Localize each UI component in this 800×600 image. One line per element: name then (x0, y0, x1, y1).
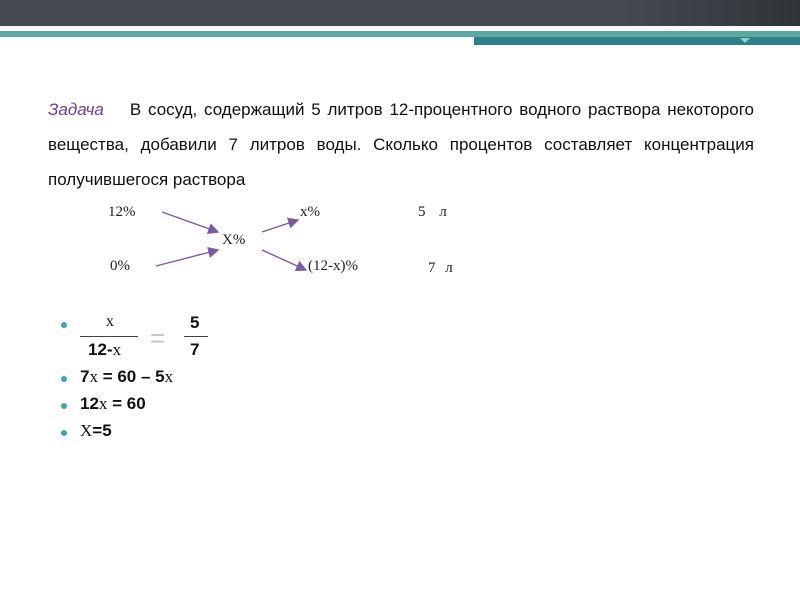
arrow-bottom-right (262, 250, 306, 270)
volume-top-value: 5 (418, 204, 426, 220)
solution-line-4 (80, 421, 112, 441)
line3-part-c: = 60 (107, 394, 146, 413)
line4-part-a: X (80, 421, 93, 440)
fraction-left-numerator: x (106, 313, 114, 330)
diagram-center: X% (222, 232, 246, 248)
fraction-right-bar (184, 336, 208, 337)
volume-bottom-unit: л (445, 260, 453, 276)
bullet-dot (61, 376, 67, 382)
arrow-bottom-left (156, 250, 218, 266)
bullet-dot (61, 430, 67, 436)
diagram-right-top: x% (300, 204, 320, 220)
bullet-dot (61, 322, 67, 328)
task-label: Задача (48, 100, 104, 119)
problem-text: В сосуд, содержащий 5 литров 12-процентного водного раствора некоторого вещества, добавили 7 литров воды. Сколько процентов составляет концентрация получившегося раствора (48, 100, 754, 189)
diagram-volume-bottom (428, 260, 453, 277)
solution-line-3 (80, 394, 146, 414)
diagram-right-bottom: (12-x)% (308, 258, 358, 274)
header-band-shade (620, 0, 800, 26)
arrow-top-left (162, 212, 218, 232)
fraction-left-denominator (88, 340, 121, 360)
diagram-volume-top (418, 204, 447, 221)
bullet-dot (61, 403, 67, 409)
denominator-part-a: 12- (88, 340, 113, 359)
line2-part-c: = 60 – 5 (97, 367, 165, 386)
solution-line-2 (80, 367, 173, 387)
line2-part-a: 7 (80, 367, 90, 386)
line2-part-d: x (164, 367, 174, 386)
equals-sign: = (150, 323, 166, 353)
volume-top-unit: л (439, 204, 447, 220)
triangle-marker-icon (740, 38, 750, 43)
line2-part-b: x (89, 367, 98, 386)
arrow-top-right (262, 220, 298, 232)
fraction-left-bar (80, 336, 138, 337)
accent-block (474, 37, 800, 45)
line4-part-b: =5 (92, 421, 112, 440)
diagram-left-bottom: 0% (110, 258, 130, 274)
diagram-left-top: 12% (108, 204, 136, 220)
line3-part-b: x (98, 394, 108, 413)
fraction-right-numerator: 5 (190, 313, 200, 332)
volume-bottom-value: 7 (428, 260, 436, 276)
problem-statement (48, 92, 754, 197)
line3-part-a: 12 (80, 394, 99, 413)
fraction-right-denominator: 7 (190, 340, 200, 359)
denominator-part-b: x (112, 340, 122, 359)
